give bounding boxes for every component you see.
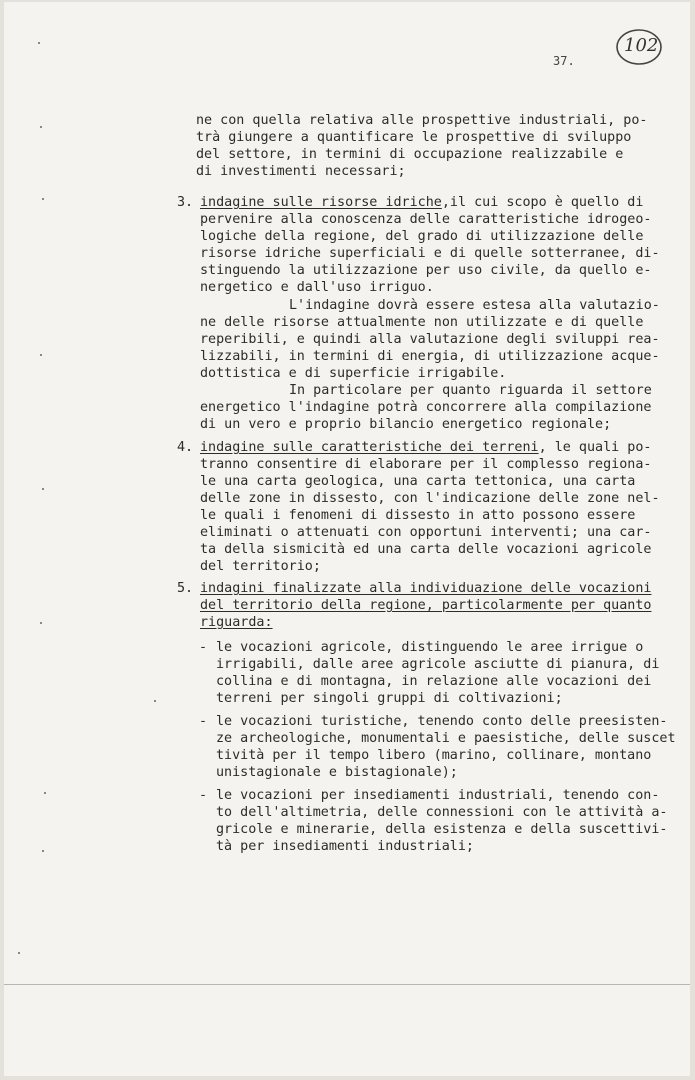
item-3-line: reperibili, e quindi alla valutazione degli sviluppi rea- bbox=[200, 332, 660, 347]
item-4-line: eliminati o attenuati con opportuni interventi; una car- bbox=[200, 525, 652, 540]
item-3-line: energetico l'indagine potrà concorrere alla compilazione bbox=[200, 400, 652, 415]
item-3-line: ne delle risorse attualmente non utilizzate e di quelle bbox=[200, 315, 644, 330]
intro-line: di investimenti necessari; bbox=[196, 164, 406, 179]
item-3-line: ,il cui scopo è quello di bbox=[441, 195, 644, 210]
scan-speck bbox=[42, 198, 44, 200]
document-page bbox=[4, 2, 690, 1076]
scan-speck bbox=[42, 488, 44, 490]
handwritten-page-mark bbox=[614, 26, 664, 68]
item-3-line: risorse idriche superficiali e di quelle sotterranee, di- bbox=[200, 246, 660, 261]
item-3-line: In particolare per quanto riguarda il settore bbox=[289, 383, 652, 398]
item-3-line: logiche della regione, del grado di utilizzazione delle bbox=[200, 229, 644, 244]
bullet-line: to dell'altimetria, delle connessioni con le attività a- bbox=[216, 805, 668, 820]
item-4-line: tranno consentire di elaborare per il complesso regiona- bbox=[200, 457, 652, 472]
scan-edge-line bbox=[4, 984, 690, 985]
bullet-line: tività per il tempo libero (marino, collinare, montano bbox=[216, 748, 652, 763]
scan-speck bbox=[18, 952, 20, 954]
item-5-number: 5. bbox=[177, 581, 194, 596]
item-4-line: ta della sismicità ed una carta delle vocazioni agricole bbox=[200, 542, 652, 557]
scan-speck bbox=[40, 354, 42, 356]
intro-line: trà giungere a quantificare le prospettive di sviluppo bbox=[196, 130, 632, 145]
item-3-line: dottistica e di superficie irrigabile. bbox=[200, 366, 507, 381]
bullet-line: unistagionale e bistagionale); bbox=[216, 765, 458, 780]
item-3-line: nergetico e dall'uso irriguo. bbox=[200, 280, 434, 295]
bullet-line: tà per insediamenti industriali; bbox=[216, 839, 474, 854]
scan-speck bbox=[42, 850, 44, 852]
bullet-line: ze archeologiche, monumentali e paesistiche, delle suscet bbox=[216, 731, 676, 746]
scan-speck bbox=[40, 622, 42, 624]
item-4-line: , le quali po- bbox=[538, 440, 652, 455]
page-number: 37. bbox=[553, 54, 575, 68]
item-4-line: le una carta geologica, una carta tettonica, una carta bbox=[200, 474, 636, 489]
bullet-line: gricole e minerarie, della esistenza e della suscettivi- bbox=[216, 822, 668, 837]
bullet-dash: - bbox=[199, 714, 208, 729]
item-4-first-line bbox=[200, 439, 651, 456]
bullet-dash: - bbox=[199, 788, 208, 803]
scan-speck bbox=[40, 126, 42, 128]
item-3-number: 3. bbox=[177, 195, 194, 210]
item-3-heading: indagine sulle risorse idriche bbox=[200, 195, 442, 210]
bullet-line: collina e di montagna, in relazione alle vocazioni dei bbox=[216, 674, 652, 689]
bullet-line: le vocazioni per insediamenti industriali, tenendo con- bbox=[216, 788, 660, 803]
item-4-heading: indagine sulle caratteristiche dei terreni bbox=[200, 440, 539, 455]
intro-line: ne con quella relativa alle prospettive industriali, po- bbox=[196, 113, 648, 128]
item-3-line: stinguendo la utilizzazione per uso civile, da quello e- bbox=[200, 263, 652, 278]
handwritten-mark-number: 102 bbox=[624, 35, 659, 56]
item-3-line: di un vero e proprio bilancio energetico regionale; bbox=[200, 417, 612, 432]
item-3-line: lizzabili, in termini di energia, di utilizzazione acque- bbox=[200, 349, 660, 364]
item-3-first-line bbox=[200, 194, 643, 211]
item-5-heading-line: riguarda: bbox=[200, 615, 273, 630]
item-3-line: L'indagine dovrà essere estesa alla valutazio- bbox=[289, 298, 660, 313]
bullet-line: terreni per singoli gruppi di coltivazioni; bbox=[216, 691, 563, 706]
bullet-line: le vocazioni agricole, distinguendo le aree irrigue o bbox=[216, 640, 644, 655]
item-5-heading-line: del territorio della regione, particolarmente per quanto bbox=[200, 598, 652, 613]
scan-speck bbox=[44, 792, 46, 794]
item-4-line: delle zone in dissesto, con l'indicazione delle zone nel- bbox=[200, 491, 660, 506]
bullet-dash: - bbox=[199, 640, 208, 655]
bullet-line: le vocazioni turistiche, tenendo conto delle preesisten- bbox=[216, 714, 668, 729]
scan-speck bbox=[154, 700, 156, 702]
item-3-line: pervenire alla conoscenza delle caratteristiche idrogeo- bbox=[200, 212, 652, 227]
item-4-line: del territorio; bbox=[200, 559, 321, 574]
bullet-line: irrigabili, dalle aree agricole asciutte di pianura, di bbox=[216, 657, 660, 672]
scan-speck bbox=[38, 42, 40, 44]
item-4-number: 4. bbox=[177, 440, 194, 455]
intro-line: del settore, in termini di occupazione realizzabile e bbox=[196, 147, 624, 162]
item-4-line: le quali i fenomeni di dissesto in atto possono essere bbox=[200, 508, 636, 523]
item-5-heading-line: indagini finalizzate alla individuazione delle vocazioni bbox=[200, 581, 652, 596]
